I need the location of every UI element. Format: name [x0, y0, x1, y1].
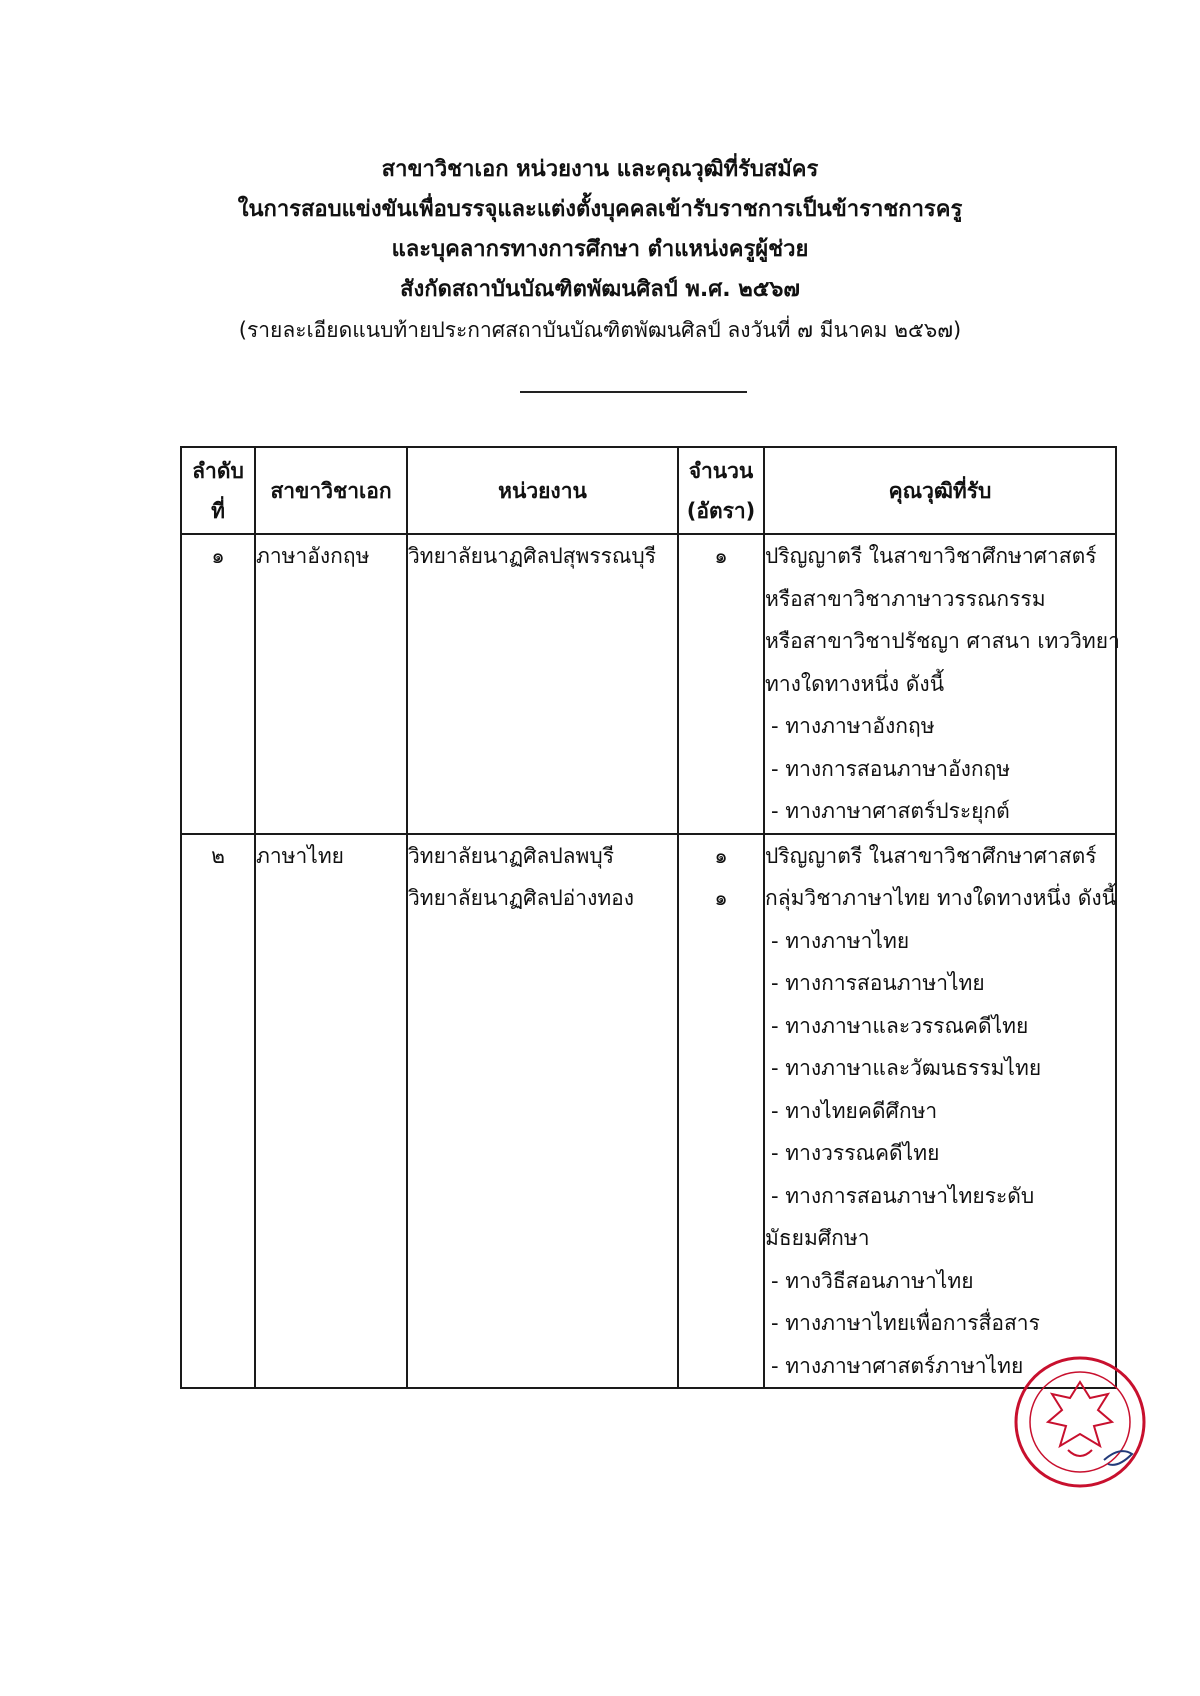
row-count-value: ๑: [714, 886, 728, 910]
header-no-line2: ที่: [211, 498, 225, 523]
heading-subtitle: (รายละเอียดแนบท้ายประกาศสถาบันบัณฑิตพัฒนศิลป์ ลงวันที่ ๗ มีนาคม ๒๕๖๗): [238, 318, 962, 342]
qualification-bullet: - ทางภาษาไทย: [771, 928, 910, 953]
heading-line-3: และบุคลากรทางการศึกษา ตำแหน่งครูผู้ช่วย: [391, 237, 809, 262]
qualification-line: หรือสาขาวิชาภาษาวรรณกรรม: [765, 586, 1046, 611]
row-unit-value: วิทยาลัยนาฏศิลปลพบุรี: [408, 843, 615, 868]
row-counts: [678, 534, 764, 834]
heading-line-4: สังกัดสถาบันบัณฑิตพัฒนศิลป์ พ.ศ. ๒๕๖๗: [400, 277, 800, 302]
row-no-value: ๒: [211, 843, 225, 868]
row-unit-value: วิทยาลัยนาฏศิลปอ่างทอง: [408, 886, 635, 910]
document-heading: [0, 150, 1200, 350]
qualification-bullet: - ทางภาษาอังกฤษ: [771, 714, 935, 738]
qualification-bullet: - ทางภาษาและวรรณคดีไทย: [771, 1013, 1029, 1038]
row-major-value: ภาษาอังกฤษ: [256, 544, 370, 568]
qualification-line: หรือสาขาวิชาปรัชญา ศาสนา เทววิทยา: [765, 629, 1120, 653]
row-units: [407, 834, 678, 1389]
header-no: [181, 447, 255, 534]
row-qualification: [764, 834, 1116, 1389]
qualification-bullet: - ทางภาษาศาสตร์ประยุกต์: [771, 799, 1010, 823]
row-no-value: ๑: [211, 544, 225, 568]
header-unit: หน่วยงาน: [407, 447, 678, 534]
row-count-value: ๑: [714, 843, 728, 868]
qualification-bullet: - ทางไทยคดีศึกษา: [771, 1098, 938, 1123]
row-units: [407, 534, 678, 834]
header-count: [678, 447, 764, 534]
qualification-bullet: - ทางภาษาศาสตร์ภาษาไทย: [771, 1353, 1024, 1378]
qualification-bullet: - ทางวรรณคดีไทย: [771, 1141, 940, 1165]
garuda-seal-icon: [1008, 1350, 1152, 1494]
qualification-line: ทางใดทางหนึ่ง ดังนี้: [765, 671, 945, 696]
row-unit-value: วิทยาลัยนาฏศิลปสุพรรณบุรี: [408, 544, 656, 568]
qualification-bullet: - ทางการสอนภาษาไทยระดับ: [771, 1183, 1035, 1208]
heading-line-2: ในการสอบแข่งขันเพื่อบรรจุและแต่งตั้งบุคคลเข้ารับราชการเป็นข้าราชการครู: [237, 197, 963, 222]
qualification-line: กลุ่มวิชาภาษาไทย ทางใดทางหนึ่ง ดังนี้: [765, 886, 1116, 910]
row-no: [181, 834, 255, 1389]
row-qualification: [764, 534, 1120, 834]
qualification-line: ปริญญาตรี ในสาขาวิชาศึกษาศาสตร์: [765, 843, 1097, 868]
qualification-line: มัธยมศึกษา: [765, 1226, 870, 1250]
table-header-row: [181, 447, 1116, 534]
qualification-table: [180, 446, 1120, 1389]
header-count-line2: (อัตรา): [686, 498, 756, 523]
qualification-line: ปริญญาตรี ในสาขาวิชาศึกษาศาสตร์: [765, 544, 1097, 568]
table-row: [181, 834, 1116, 1389]
heading-divider: [520, 391, 747, 393]
row-major: [255, 834, 407, 1389]
row-major: [255, 534, 407, 834]
row-major-value: ภาษาไทย: [256, 843, 344, 868]
qualification-bullet: - ทางการสอนภาษาอังกฤษ: [771, 756, 1011, 781]
qualification-bullet: - ทางวิธีสอนภาษาไทย: [771, 1268, 974, 1293]
qualification-bullet: - ทางภาษาและวัฒนธรรมไทย: [771, 1056, 1042, 1080]
table-row: [181, 534, 1116, 834]
header-qualification: คุณวุฒิที่รับ: [764, 447, 1116, 534]
row-count-value: ๑: [714, 544, 728, 568]
qualification-bullet: - ทางการสอนภาษาไทย: [771, 971, 985, 995]
header-no-line1: ลำดับ: [192, 458, 244, 483]
row-no: [181, 534, 255, 834]
header-major: สาขาวิชาเอก: [255, 447, 407, 534]
qualification-bullet: - ทางภาษาไทยเพื่อการสื่อสาร: [771, 1311, 1040, 1335]
row-counts: [678, 834, 764, 1389]
header-count-line1: จำนวน: [688, 458, 754, 483]
heading-line-1: สาขาวิชาเอก หน่วยงาน และคุณวุฒิที่รับสมัคร: [381, 157, 819, 182]
